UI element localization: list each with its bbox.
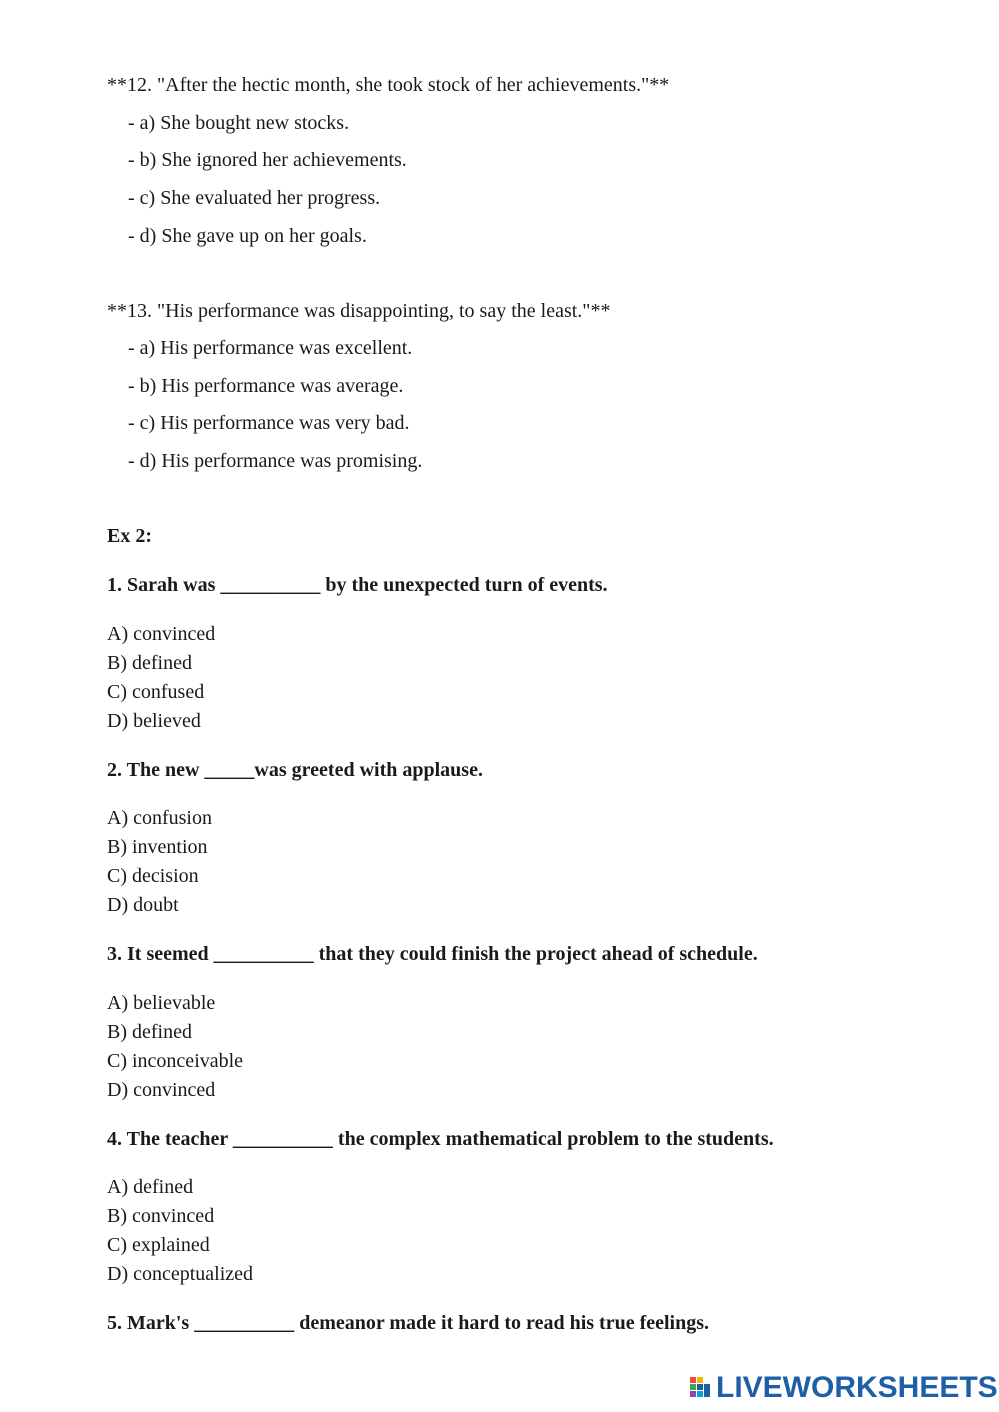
ex2-question-3: 3. It seemed __________ that they could finish the project ahead of schedule. [107, 943, 758, 965]
question-12: **12. "After the hectic month, she took stock of her achievements."** [107, 74, 670, 96]
ex2-q3-option-d: D) convinced [107, 1079, 216, 1101]
ex2-question-4: 4. The teacher __________ the complex mathematical problem to the students. [107, 1128, 774, 1150]
q13-option-a: - a) His performance was excellent. [128, 337, 413, 359]
q13-option-d: - d) His performance was promising. [128, 450, 423, 472]
ex2-q2-option-c: C) decision [107, 865, 199, 887]
ex2-question-5: 5. Mark's __________ demeanor made it hard to read his true feelings. [107, 1312, 710, 1334]
ex2-q4-option-c: C) explained [107, 1234, 210, 1256]
q12-option-b: - b) She ignored her achievements. [128, 149, 407, 171]
ex2-question-1: 1. Sarah was __________ by the unexpected turn of events. [107, 574, 608, 596]
ex2-q1-option-b: B) defined [107, 652, 192, 674]
q13-option-c: - c) His performance was very bad. [128, 412, 410, 434]
ex2-q4-option-d: D) conceptualized [107, 1263, 254, 1285]
ex2-q4-option-b: B) convinced [107, 1205, 215, 1227]
ex2-q3-option-b: B) defined [107, 1021, 192, 1043]
ex2-q2-option-a: A) confusion [107, 807, 212, 829]
liveworksheets-logo-text: LIVEWORKSHEETS [716, 1371, 998, 1404]
ex2-q4-option-a: A) defined [107, 1176, 194, 1198]
question-13: **13. "His performance was disappointing, to say the least."** [107, 300, 611, 322]
ex2-q3-option-a: A) believable [107, 992, 216, 1014]
ex2-q2-option-b: B) invention [107, 836, 208, 858]
q12-option-a: - a) She bought new stocks. [128, 112, 350, 134]
ex2-q2-option-d: D) doubt [107, 894, 179, 916]
ex2-question-2: 2. The new _____was greeted with applause. [107, 759, 483, 781]
q13-option-b: - b) His performance was average. [128, 375, 404, 397]
q12-option-c: - c) She evaluated her progress. [128, 187, 381, 209]
ex2-q3-option-c: C) inconceivable [107, 1050, 244, 1072]
liveworksheets-logo-icon [690, 1375, 712, 1401]
ex2-q1-option-a: A) convinced [107, 623, 216, 645]
liveworksheets-logo[interactable] [690, 1372, 998, 1404]
exercise-2-heading: Ex 2: [107, 525, 152, 547]
ex2-q1-option-c: C) confused [107, 681, 205, 703]
q12-option-d: - d) She gave up on her goals. [128, 225, 367, 247]
ex2-q1-option-d: D) believed [107, 710, 201, 732]
